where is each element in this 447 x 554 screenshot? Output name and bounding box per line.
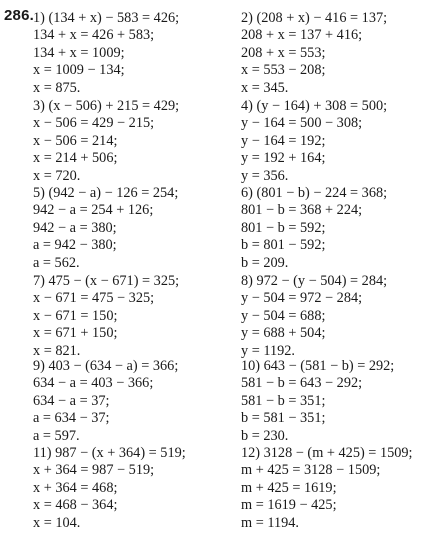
solution-step-line: 801 − b = 592; (241, 219, 326, 236)
solution-step-line: a = 562. (33, 254, 80, 271)
solution-step-line: x = 214 + 506; (33, 150, 118, 167)
problem-7 (33, 273, 248, 360)
solution-step-line: 581 − b = 643 − 292; (241, 375, 363, 392)
problem-3 (33, 98, 248, 185)
equation-line: 12) 3128 − (m + 425) = 1509; (241, 445, 413, 461)
solution-step-line: m + 425 = 3128 − 1509; (241, 462, 381, 479)
equation-line: 4) (y − 164) + 308 = 500; (241, 98, 388, 114)
solution-step-line: x = 720. (33, 167, 81, 184)
solution-step-line: 942 − a = 380; (33, 219, 117, 236)
solution-step-line: b = 801 − 592; (241, 237, 326, 254)
problem-4 (241, 98, 447, 185)
solution-step-line: y = 1192. (241, 342, 295, 359)
problem-1 (33, 10, 248, 97)
solution-step-line: m = 1619 − 425; (241, 497, 337, 514)
problem-2 (241, 10, 447, 97)
solution-step-line: b = 230. (241, 427, 289, 444)
solution-step-line: b = 581 − 351; (241, 410, 326, 427)
solution-step-line: a = 597. (33, 427, 80, 444)
solution-step-line: 581 − b = 351; (241, 392, 326, 409)
solution-step-line: y = 356. (241, 167, 289, 184)
equation-line: 11) 987 − (x + 364) = 519; (33, 445, 186, 461)
equation-line: 10) 643 − (581 − b) = 292; (241, 358, 395, 374)
solution-step-line: a = 634 − 37; (33, 410, 110, 427)
solution-step-line: 134 + x = 1009; (33, 44, 125, 61)
solution-step-line: x − 506 = 214; (33, 132, 118, 149)
solution-step-line: x = 104. (33, 514, 81, 531)
solution-step-line: 634 − a = 37; (33, 392, 110, 409)
solution-step-line: y = 688 + 504; (241, 325, 326, 342)
solution-step-line: x = 345. (241, 79, 289, 96)
solution-step-line: a = 942 − 380; (33, 237, 117, 254)
equation-line: 1) (134 + x) − 583 = 426; (33, 10, 180, 26)
solution-step-line: m + 425 = 1619; (241, 479, 337, 496)
solution-step-line: y = 192 + 164; (241, 150, 326, 167)
solution-step-line: y − 164 = 192; (241, 132, 326, 149)
solution-step-line: 208 + x = 553; (241, 44, 326, 61)
equation-line: 7) 475 − (x − 671) = 325; (33, 273, 180, 289)
equation-line: 9) 403 − (634 − a) = 366; (33, 358, 179, 374)
problem-8 (241, 273, 447, 360)
solution-step-line: b = 209. (241, 254, 289, 271)
solution-step-line: 942 − a = 254 + 126; (33, 202, 154, 219)
solution-step-line: y − 504 = 688; (241, 307, 326, 324)
problem-11 (33, 445, 248, 532)
solution-step-line: 634 − a = 403 − 366; (33, 375, 154, 392)
solution-step-line: m = 1194. (241, 514, 299, 531)
problem-5 (33, 185, 248, 272)
equation-line: 5) (942 − a) − 126 = 254; (33, 185, 179, 201)
solution-step-line: x = 468 − 364; (33, 497, 118, 514)
solution-step-line: x − 671 = 150; (33, 307, 118, 324)
exercise-number: 286. (4, 7, 34, 24)
solution-step-line: 134 + x = 426 + 583; (33, 27, 155, 44)
problem-12 (241, 445, 447, 532)
solution-step-line: x − 671 = 475 − 325; (33, 290, 155, 307)
solution-step-line: x = 671 + 150; (33, 325, 118, 342)
equation-line: 8) 972 − (y − 504) = 284; (241, 273, 388, 289)
equation-line: 2) (208 + x) − 416 = 137; (241, 10, 388, 26)
equation-line: 6) (801 − b) − 224 = 368; (241, 185, 388, 201)
solution-step-line: x = 821. (33, 342, 81, 359)
solution-step-line: x = 1009 − 134; (33, 62, 125, 79)
problem-6 (241, 185, 447, 272)
problem-9 (33, 358, 248, 445)
solution-step-line: x = 553 − 208; (241, 62, 326, 79)
solution-step-line: x + 364 = 987 − 519; (33, 462, 155, 479)
equation-line: 3) (x − 506) + 215 = 429; (33, 98, 180, 114)
solution-step-line: x = 875. (33, 79, 81, 96)
solution-step-line: x + 364 = 468; (33, 479, 118, 496)
solution-step-line: x − 506 = 429 − 215; (33, 115, 155, 132)
problem-10 (241, 358, 447, 445)
solution-step-line: 801 − b = 368 + 224; (241, 202, 363, 219)
solution-step-line: 208 + x = 137 + 416; (241, 27, 363, 44)
solution-step-line: y − 504 = 972 − 284; (241, 290, 363, 307)
solution-step-line: y − 164 = 500 − 308; (241, 115, 363, 132)
